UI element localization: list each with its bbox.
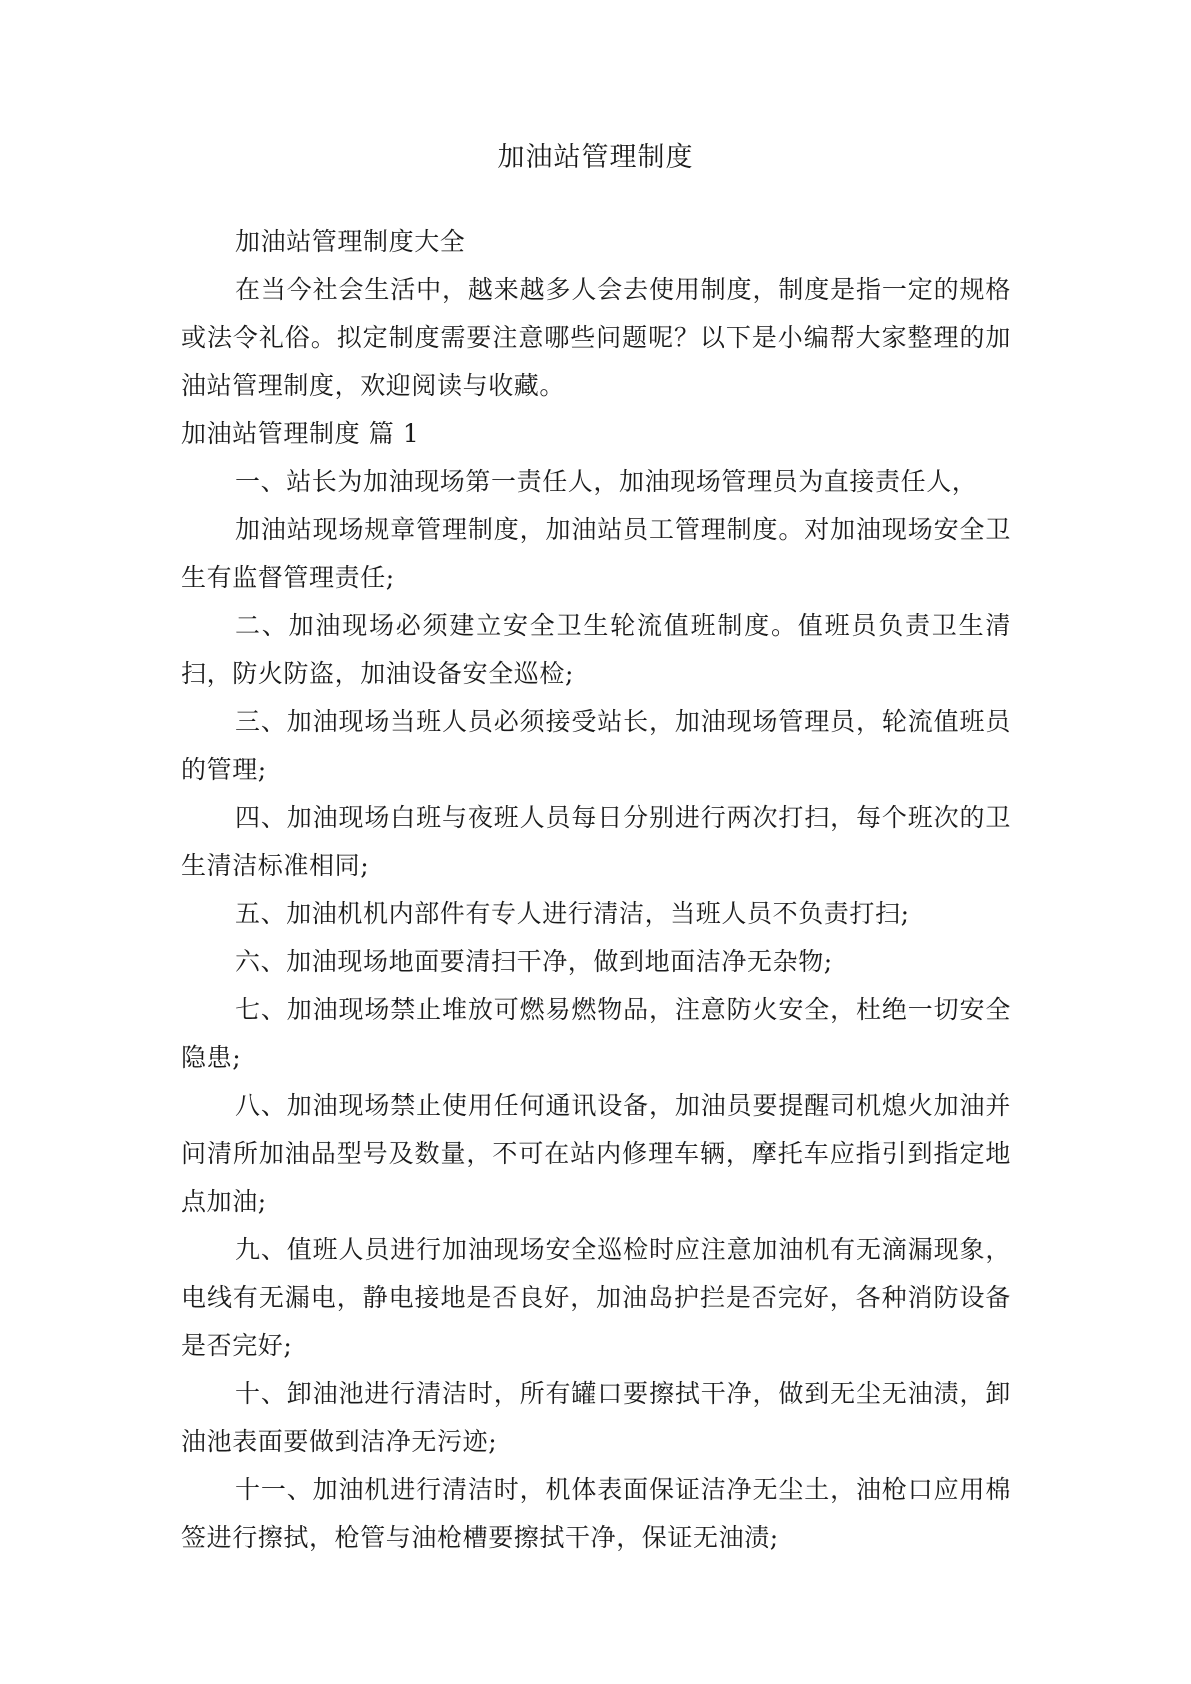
section-heading: 加油站管理制度 篇 1 [181, 419, 420, 448]
rule-item: 十一、加油机进行清洁时，机体表面保证洁净无尘土，油枪口应用棉签进行擦拭，枪管与油枪槽要擦拭干净，保证无油渍; [181, 1475, 1011, 1552]
intro-paragraph: 在当今社会生活中，越来越多人会去使用制度，制度是指一定的规格或法令礼俗。拟定制度需要注意哪些问题呢？以下是小编帮大家整理的加油站管理制度，欢迎阅读与收藏。 [181, 275, 1011, 400]
rule-item: 八、加油现场禁止使用任何通讯设备，加油员要提醒司机熄火加油并问清所加油品型号及数量，不可在站内修理车辆，摩托车应指引到指定地点加油; [181, 1091, 1011, 1216]
rule-item: 二、加油现场必须建立安全卫生轮流值班制度。值班员负责卫生清扫，防火防盗，加油设备安全巡检; [181, 611, 1011, 688]
rule-item: 十、卸油池进行清洁时，所有罐口要擦拭干净，做到无尘无油渍，卸油池表面要做到洁净无污迹; [181, 1379, 1011, 1456]
rule-item: 七、加油现场禁止堆放可燃易燃物品，注意防火安全，杜绝一切安全隐患; [181, 995, 1011, 1072]
document-title: 加油站管理制度 [497, 142, 694, 173]
rule-item: 九、值班人员进行加油现场安全巡检时应注意加油机有无滴漏现象，电线有无漏电，静电接地是否良好，加油岛护拦是否完好，各种消防设备是否完好; [181, 1235, 1011, 1360]
document-body [181, 218, 1011, 1562]
rule-item: 一、站长为加油现场第一责任人，加油现场管理员为直接责任人， [235, 467, 978, 496]
rule-item: 五、加油机机内部件有专人进行清洁，当班人员不负责打扫; [235, 899, 910, 928]
rule-item: 四、加油现场白班与夜班人员每日分别进行两次打扫，每个班次的卫生清洁标准相同; [181, 803, 1011, 880]
document-subtitle: 加油站管理制度大全 [235, 227, 466, 256]
rule-item: 加油站现场规章管理制度，加油站员工管理制度。对加油现场安全卫生有监督管理责任; [181, 515, 1011, 592]
rule-item: 三、加油现场当班人员必须接受站长，加油现场管理员，轮流值班员的管理; [181, 707, 1011, 784]
rule-item: 六、加油现场地面要清扫干净，做到地面洁净无杂物; [235, 947, 833, 976]
